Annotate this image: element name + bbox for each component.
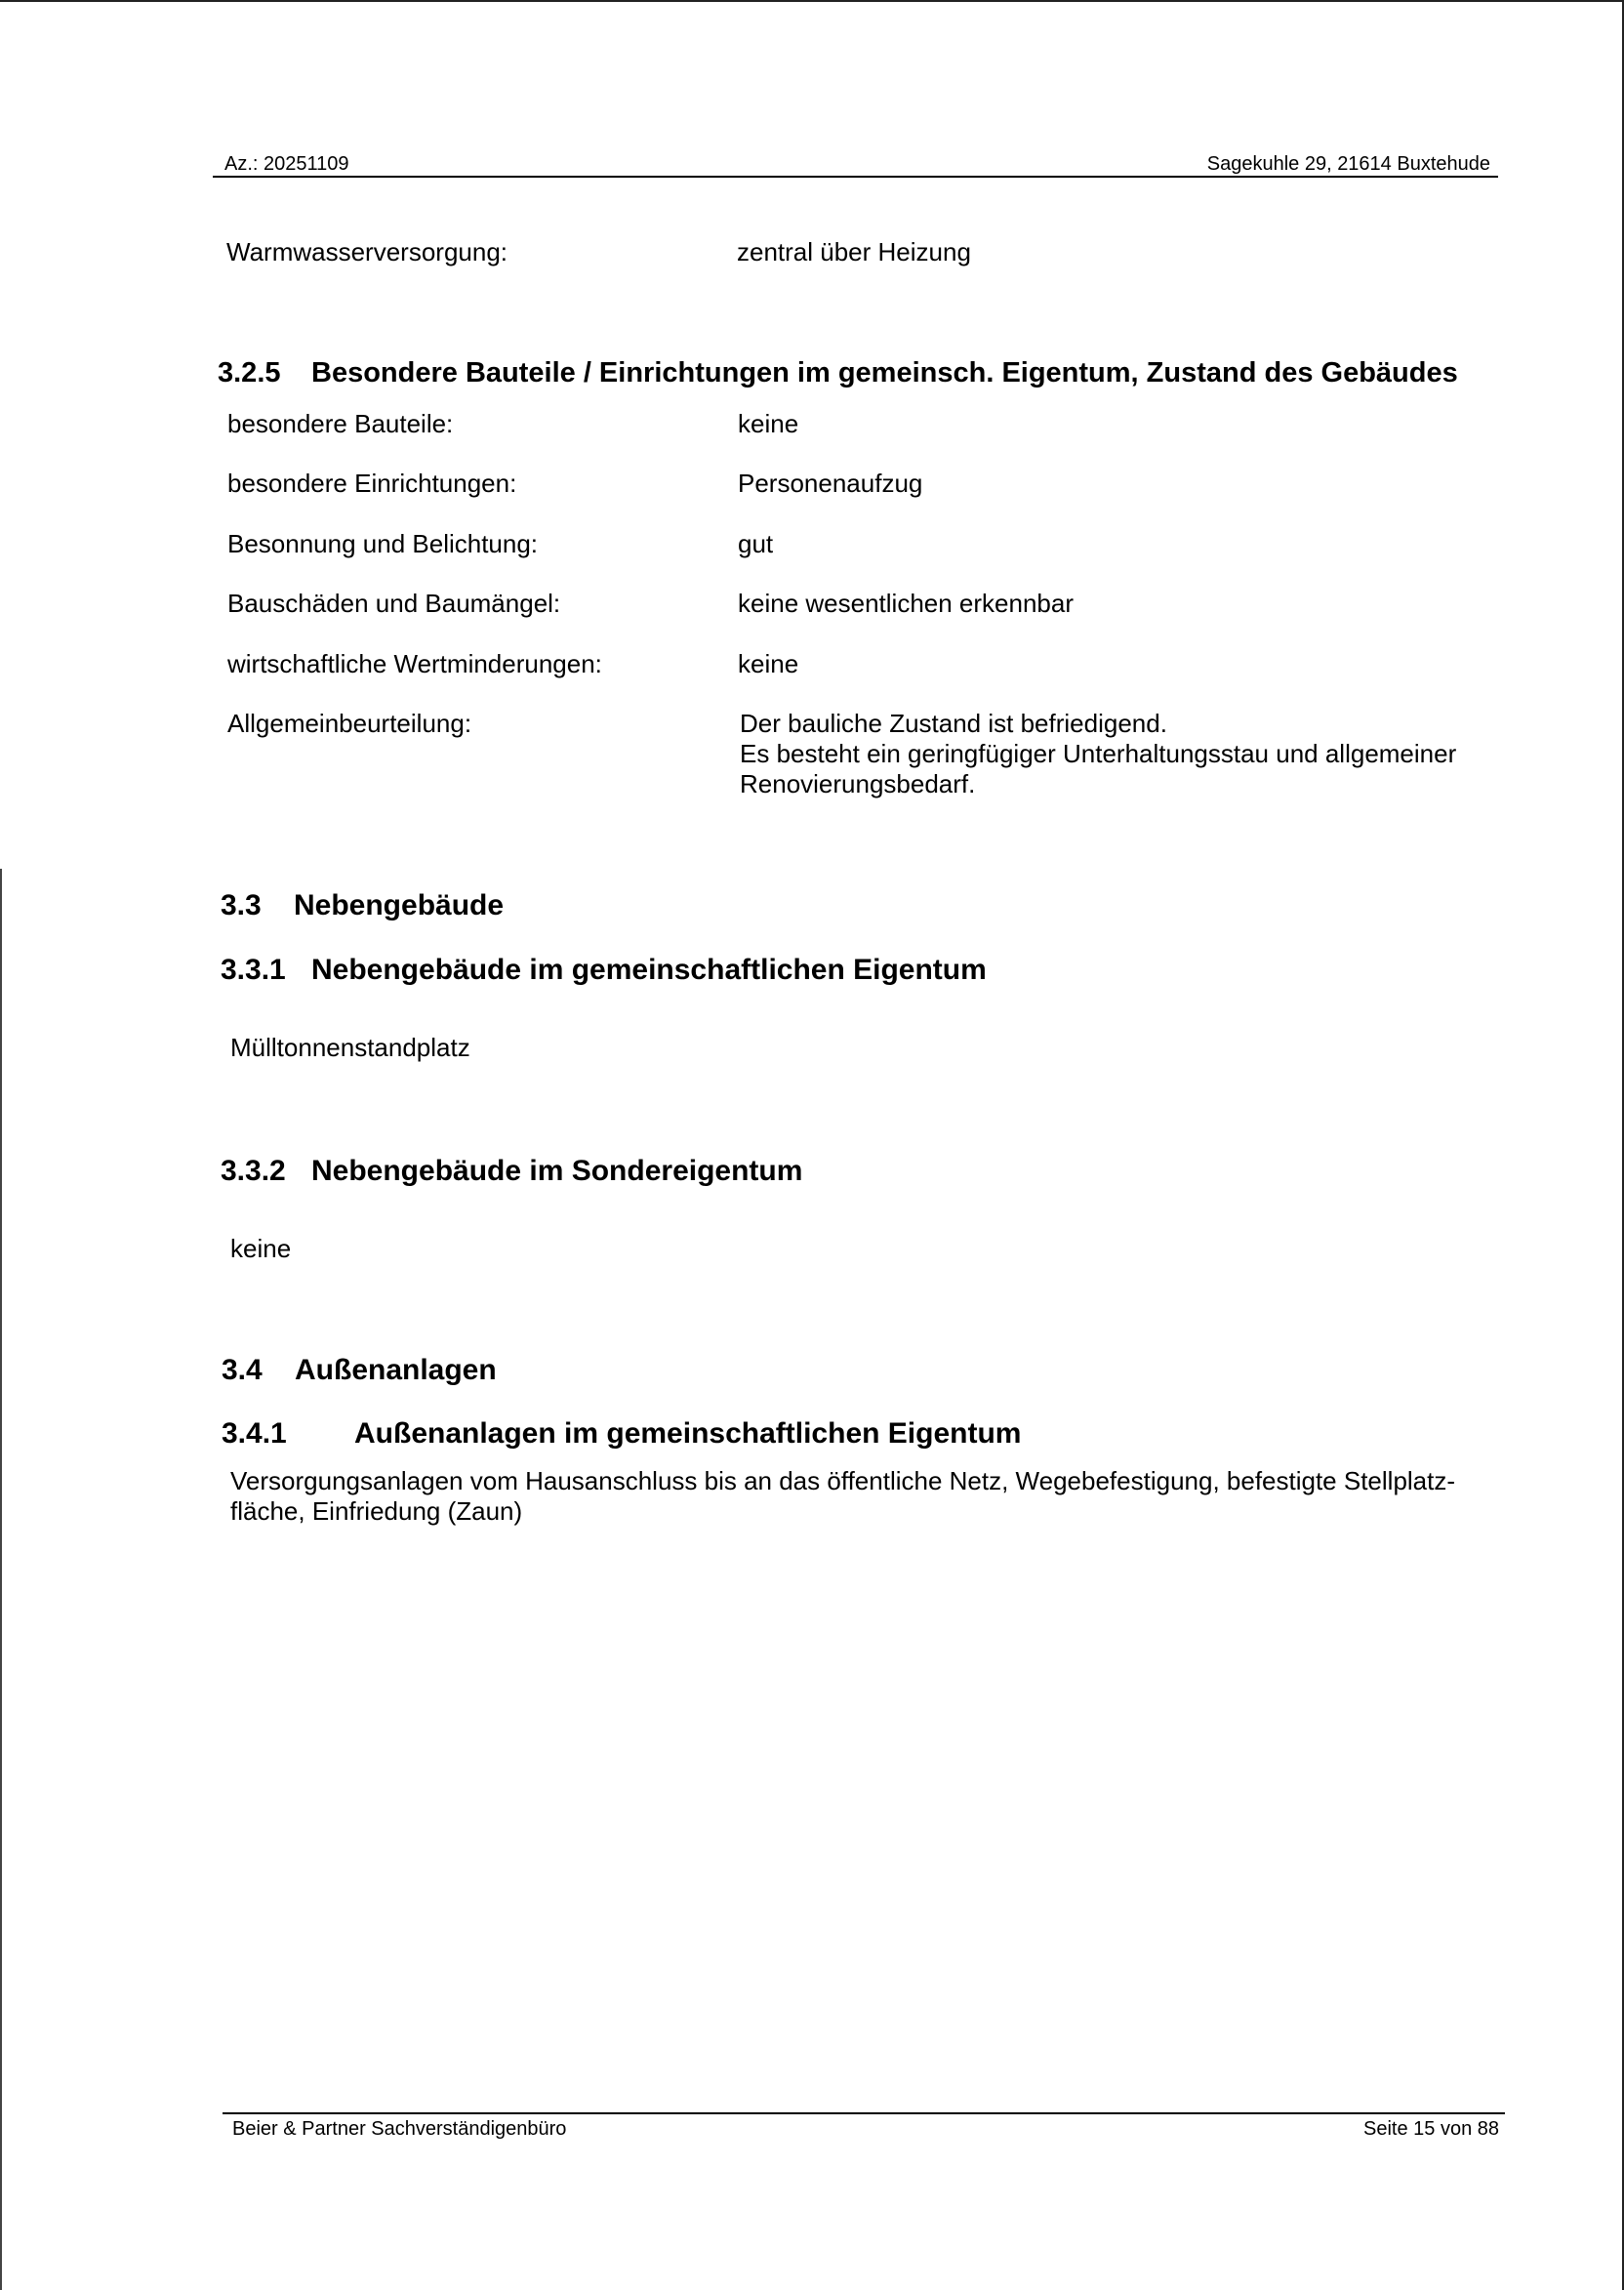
- section-number: 3.4.1: [222, 1417, 287, 1450]
- section-heading-3-3-2: [221, 1155, 802, 1188]
- page-edge-top: [0, 0, 1624, 2]
- row-value: gut: [738, 529, 774, 558]
- section-title: Nebengebäude im Sondereigentum: [311, 1155, 803, 1187]
- section-number: 3.2.5: [218, 357, 281, 388]
- section-text-3-4-1-line-1: Versorgungsanlagen vom Hausanschluss bis an das öffentliche Netz, Wegebefestigung, befestigte Stellplatz-: [230, 1466, 1456, 1495]
- row-label: Besonnung und Belichtung:: [227, 529, 539, 558]
- row-value: Personenaufzug: [738, 469, 923, 498]
- row-label: Bauschäden und Baumängel:: [227, 589, 561, 618]
- section-title: Außenanlagen: [295, 1354, 497, 1386]
- section-text-3-3-1: Mülltonnenstandplatz: [230, 1033, 470, 1062]
- footer-rule: [223, 2112, 1505, 2114]
- section-heading-3-4: [222, 1354, 497, 1387]
- section-title: Nebengebäude: [294, 889, 505, 921]
- footer-company: Beier & Partner Sachverständigenbüro: [232, 2118, 567, 2140]
- footer-page-number: Seite 15 von 88: [1363, 2118, 1499, 2140]
- section-number: 3.3.2: [221, 1155, 286, 1187]
- section-title: Nebengebäude im gemeinschaftlichen Eigentum: [311, 954, 987, 986]
- section-number: 3.3.1: [221, 954, 286, 986]
- row-label: wirtschaftliche Wertminderungen:: [227, 649, 602, 678]
- header-rule: [213, 176, 1498, 178]
- assessment-line-1: Der bauliche Zustand ist befriedigend.: [740, 709, 1167, 738]
- assessment-line-3: Renovierungsbedarf.: [740, 769, 976, 798]
- row-value: keine wesentlichen erkennbar: [738, 589, 1074, 618]
- row-value: keine: [738, 409, 799, 438]
- section-number: 3.4: [222, 1354, 263, 1386]
- section-text-3-4-1-line-2: fläche, Einfriedung (Zaun): [230, 1496, 523, 1526]
- row-label-warmwasser: Warmwasserversorgung:: [226, 237, 508, 266]
- row-value: keine: [738, 649, 799, 678]
- section-heading-3-3: [221, 889, 504, 922]
- row-value-warmwasser: zentral über Heizung: [737, 237, 971, 266]
- assessment-line-2: Es besteht ein geringfügiger Unterhaltungsstau und allgemeiner: [740, 739, 1457, 768]
- row-label: besondere Bauteile:: [227, 409, 454, 438]
- section-heading-3-4-1: [222, 1417, 1021, 1451]
- row-label: besondere Einrichtungen:: [227, 469, 517, 498]
- section-title: Besondere Bauteile / Einrichtungen im gemeinsch. Eigentum, Zustand des Gebäudes: [311, 357, 1458, 388]
- section-heading-3-3-1: [221, 954, 987, 987]
- header-file-number: Az.: 20251109: [224, 153, 349, 175]
- page-edge-left: [0, 869, 2, 2290]
- header-address: Sagekuhle 29, 21614 Buxtehude: [1206, 153, 1490, 175]
- section-text-3-3-2: keine: [230, 1234, 292, 1263]
- section-title: Außenanlagen im gemeinschaftlichen Eigentum: [354, 1417, 1022, 1450]
- section-number: 3.3: [221, 889, 262, 921]
- section-heading-3-2-5: [218, 357, 1458, 389]
- row-label-allgemeinbeurteilung: Allgemeinbeurteilung:: [227, 709, 472, 738]
